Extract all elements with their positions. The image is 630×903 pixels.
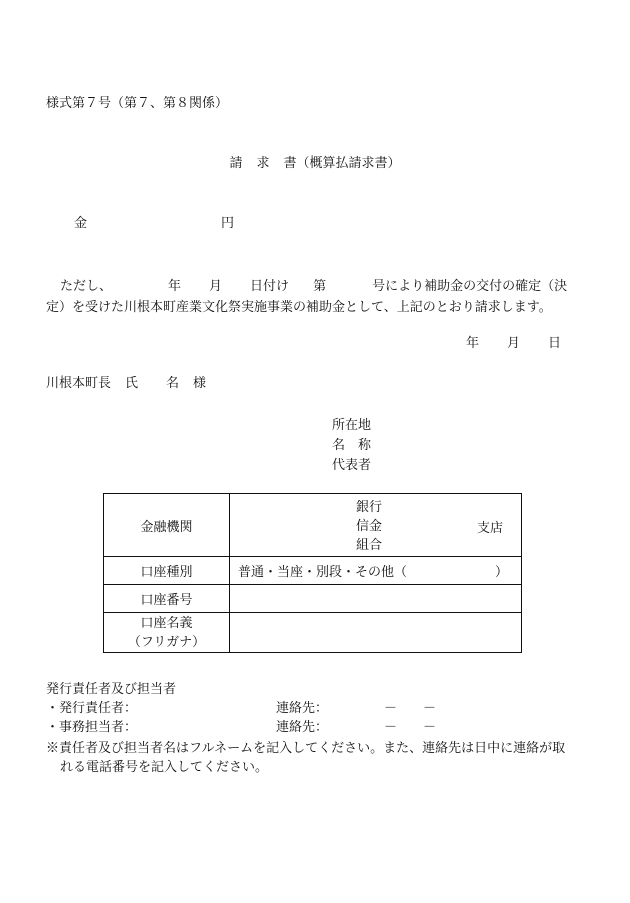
- addressee-name-1: 氏: [125, 376, 139, 391]
- responsible-note: [46, 739, 586, 777]
- amount-label: 金: [74, 216, 88, 231]
- responsible-heading: 発行責任者及び担当者: [46, 682, 177, 697]
- note-line2: れる電話番号を記入してください。: [60, 760, 269, 775]
- account-number-label: 口座番号: [104, 585, 230, 613]
- bank-account-table: [103, 493, 522, 653]
- institution-field[interactable]: [230, 494, 522, 557]
- body-rest-line1: 号により補助金の交付の確定（決: [372, 279, 568, 294]
- applicant-block: [332, 416, 371, 476]
- body-month: 月: [209, 279, 223, 294]
- account-number-field[interactable]: [230, 585, 522, 613]
- note-line1: ※責任者及び担当者名はフルネームを記入してください。また、連絡先は日中に連絡が取: [46, 741, 566, 756]
- institution-label: 金融機関: [104, 494, 230, 557]
- date-month: 月: [507, 336, 521, 351]
- addressee-title: 川根本町長: [46, 376, 112, 391]
- amount-unit: 円: [221, 216, 235, 231]
- title-part-1: 請: [229, 156, 243, 171]
- branch-label: 支店: [476, 521, 503, 536]
- body-number-prefix: 第: [313, 279, 327, 294]
- body-year: 年: [168, 279, 182, 294]
- request-date: [466, 336, 561, 352]
- body-line2: 定）を受けた川根本町産業文化祭実施事業の補助金として、上記のとおり請求します。: [46, 300, 552, 315]
- addressee-honorific: 様: [193, 376, 207, 391]
- issuer-contact: 連絡先： － －: [276, 701, 437, 716]
- body-day-dated: 日付け: [250, 279, 290, 294]
- body-lead: ただし、: [60, 279, 113, 294]
- account-type-field[interactable]: 普通・当座・別段・その他（ ）: [230, 557, 522, 585]
- addressee-name-2: 名: [166, 376, 180, 391]
- addressee: [46, 376, 206, 392]
- applicant-address-label: 所在地: [332, 418, 372, 433]
- account-type-label: 口座種別: [104, 557, 230, 585]
- applicant-name-label: 名 称: [332, 438, 372, 453]
- issuer-label: ・発行責任者：: [46, 701, 138, 716]
- institution-types: 銀行 信金 組合: [356, 500, 383, 553]
- applicant-representative-label: 代表者: [332, 458, 372, 473]
- title-part-3: 書（概算払請求書）: [283, 156, 401, 171]
- date-day: 日: [548, 336, 562, 351]
- account-name-field[interactable]: [230, 613, 522, 653]
- clerk-contact: 連絡先： － －: [276, 720, 437, 735]
- account-name-label: 口座名義 （フリガナ）: [104, 613, 230, 653]
- title-part-2: 求: [256, 156, 270, 171]
- clerk-label: ・事務担当者：: [46, 720, 138, 735]
- date-year: 年: [466, 336, 480, 351]
- request-body-text: [46, 276, 582, 318]
- form-number: 様式第７号（第７、第８関係）: [46, 96, 229, 111]
- document-title: [0, 156, 630, 172]
